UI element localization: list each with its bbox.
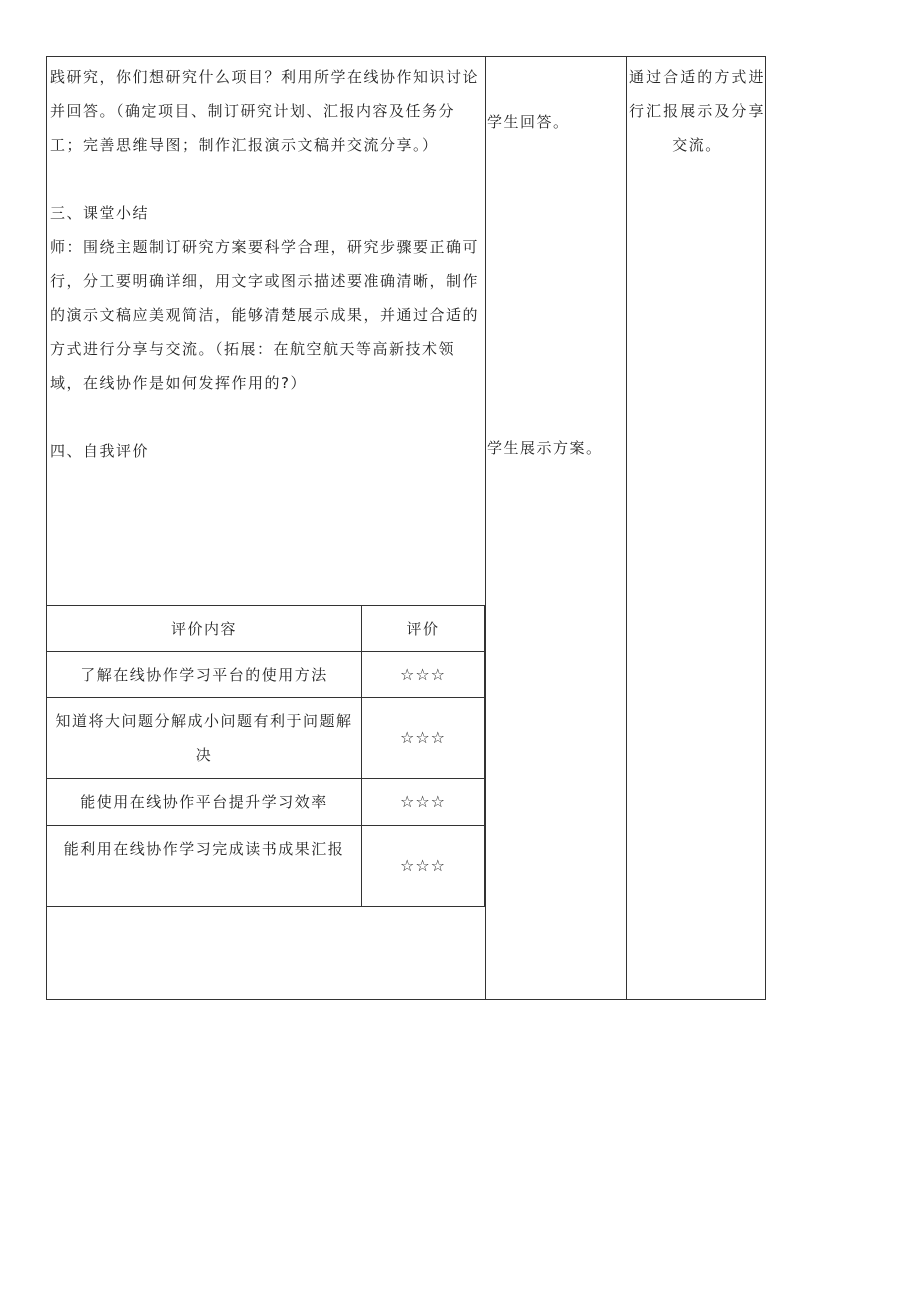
header-rating: 评价 [362, 606, 485, 652]
eval-content: 了解在线协作学习平台的使用方法 [47, 652, 362, 698]
star-rating: ☆☆☆ [362, 826, 485, 907]
self-evaluation-table [47, 605, 485, 907]
star-rating: ☆☆☆ [362, 652, 485, 698]
table-row [47, 779, 485, 826]
teaching-content-column [50, 60, 484, 468]
table-row [47, 826, 485, 907]
column-divider-2 [626, 57, 627, 999]
table-header-row [47, 606, 485, 652]
eval-content: 知道将大问题分解成小问题有利于问题解决 [47, 698, 362, 779]
table-row [47, 698, 485, 779]
table-row [47, 652, 485, 698]
header-content: 评价内容 [47, 606, 362, 652]
eval-content: 能使用在线协作平台提升学习效率 [47, 779, 362, 826]
section-heading-summary: 三、课堂小结 [50, 204, 150, 222]
star-rating: ☆☆☆ [362, 698, 485, 779]
discussion-paragraph: 践研究，你们想研究什么项目？利用所学在线协作知识讨论并回答。（确定项目、制订研究计划、汇报内容及任务分工；完善思维导图；制作汇报演示文稿并交流分享。） [50, 68, 480, 154]
summary-paragraph: 师：围绕主题制订研究方案要科学合理，研究步骤要正确可行，分工要明确详细，用文字或图示描述要准确清晰，制作的演示文稿应美观简洁，能够清楚展示成果，并通过合适的方式进行分享与交流。（拓展：在航空航天等高新技术领域，在线协作是如何发挥作用的?） [50, 238, 480, 392]
design-intent-text: 通过合适的方式进行汇报展示及分享交流。 [629, 68, 765, 154]
student-answer-text: 学生回答。 [487, 113, 570, 131]
star-rating: ☆☆☆ [362, 779, 485, 826]
lesson-plan-table [46, 56, 766, 1000]
student-present-text: 学生展示方案。 [487, 439, 603, 457]
eval-content: 能利用在线协作学习完成读书成果汇报 [47, 826, 362, 907]
section-heading-self-evaluation: 四、自我评价 [50, 442, 150, 460]
column-divider-1 [485, 57, 486, 999]
